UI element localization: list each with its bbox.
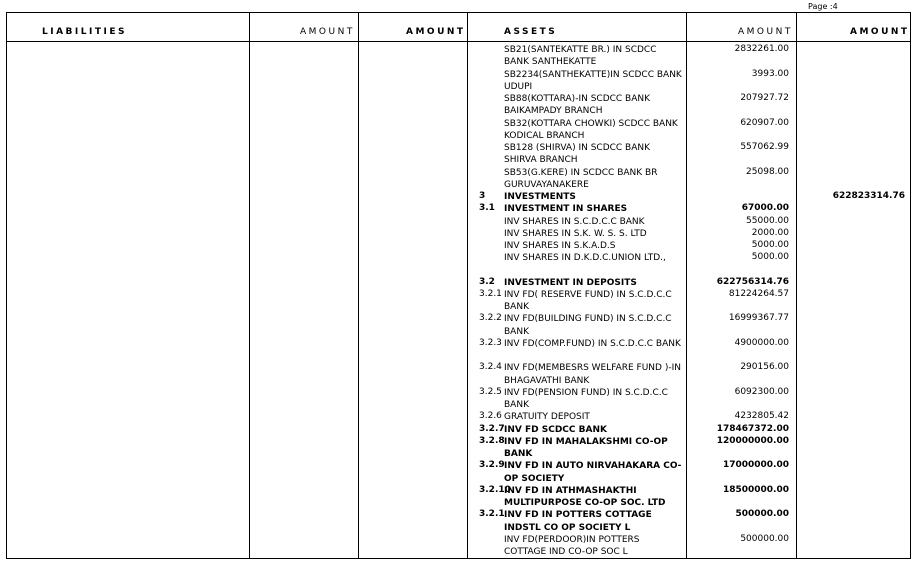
row-code: 3.2.6 (479, 411, 502, 422)
row-code: 3.2.1 (479, 288, 502, 299)
row-code: 3.2.7 (479, 423, 505, 434)
row-code: 3.2.4 (479, 362, 502, 373)
row-description: INV FD(PERDOOR)IN POTTERS COTTAGE IND CO-OP SOC L (504, 534, 640, 557)
header-assets: ASSETS (504, 27, 558, 37)
header-amount-1: AMOUNT (300, 27, 355, 37)
row-description: INV FD IN MAHALAKSHMI CO-OP BANK (504, 436, 668, 460)
row-description: INV FD(MEMBESRS WELFARE FUND )-IN BHAGAVATHI BANK (504, 363, 681, 386)
row-description: INV FD IN POTTERS COTTAGE INDSTL CO OP SOCIETY L (504, 510, 652, 533)
row-code: 3.2 (479, 276, 495, 287)
row-amount: 17000000.00 (722, 460, 789, 471)
row-description: INV FD( RESERVE FUND) IN S.C.D.C.C BANK (504, 289, 672, 313)
row-code: 3 (479, 191, 486, 201)
row-amount: 55000.00 (746, 215, 789, 226)
row-amount: 2832261.00 (734, 44, 789, 54)
row-total: 622823314.76 (832, 191, 905, 201)
row-description: SB32(KOTTARA CHOWKI) SCDCC BANK KODICAL BRANCH (504, 118, 678, 141)
row-description: SB128 (SHIRVA) IN SCDCC BANK SHIRVA BRANCH (504, 143, 651, 166)
row-description: INV SHARES IN D.K.D.C.UNION LTD., (504, 253, 666, 264)
page-number: Page :4 (808, 2, 838, 11)
row-description: SB53(G.KERE) IN SCDCC BANK BR GURUVAYANAKERE (504, 167, 658, 190)
header-amount-3: AMOUNT (738, 27, 793, 37)
row-amount: 25098.00 (746, 166, 789, 177)
row-amount: 16999367.77 (728, 313, 789, 324)
row-description: INV SHARES IN S.K. W. S. S. LTD (504, 228, 647, 239)
row-description: GRATUITY DEPOSIT (504, 412, 590, 423)
row-amount: 3993.00 (751, 68, 789, 79)
row-amount: 4232805.42 (734, 411, 789, 422)
header-amount-4: AMOUNT (850, 27, 910, 37)
row-amount: 2000.00 (751, 227, 789, 238)
row-description: SB2234(SANTHEKATTE)IN SCDCC BANK UDUPI (504, 69, 682, 92)
column-divider (467, 12, 468, 559)
row-amount: 120000000.00 (716, 435, 789, 446)
row-description: INV FD(COMP.FUND) IN S.C.D.C.C BANK (504, 338, 681, 349)
row-amount: 207927.72 (740, 93, 789, 103)
row-amount: 178467372.00 (716, 423, 789, 434)
row-description: INV SHARES IN S.K.A.D.S (504, 241, 616, 251)
row-description: SB88(KOTTARA)-IN SCDCC BANK BAIKAMPADY BRANCH (504, 94, 651, 117)
column-divider (686, 12, 687, 559)
row-description: INVESTMENTS (504, 192, 576, 202)
row-amount: 622756314.76 (716, 276, 789, 287)
header-amount-2: AMOUNT (406, 27, 466, 37)
column-divider (358, 12, 359, 559)
row-description: INV SHARES IN S.C.D.C.C BANK (504, 216, 645, 227)
row-code: 3.2.5 (479, 386, 502, 397)
row-description: INV FD(PENSION FUND) IN S.C.D.C.C BANK (504, 387, 668, 411)
row-description: INVESTMENT IN SHARES (504, 204, 628, 215)
row-description: INV FD IN AUTO NIRVAHAKARA CO-OP SOCIETY (504, 461, 682, 484)
row-code: 3.2.10 (479, 484, 511, 495)
row-code: 3.2.2 (479, 313, 502, 324)
row-description: INV FD(BUILDING FUND) IN S.C.D.C.C BANK (504, 314, 672, 337)
row-amount: 500000.00 (740, 533, 789, 544)
row-code: 3.2.8 (479, 435, 505, 446)
row-amount: 6092300.00 (734, 386, 789, 397)
column-divider (796, 12, 797, 559)
row-amount: 81224264.57 (728, 288, 789, 299)
row-amount: 620907.00 (740, 117, 789, 128)
row-amount: 67000.00 (741, 203, 789, 214)
row-code: 3.2.3 (479, 337, 502, 348)
row-amount: 500000.00 (735, 509, 789, 520)
header-divider (6, 41, 911, 42)
row-code: 3.2.9 (479, 460, 505, 471)
row-amount: 18500000.00 (722, 484, 789, 495)
row-description: INV FD IN ATHMASHAKTHI MULTIPURPOSE CO-OP SOC. LTD (504, 485, 666, 508)
row-amount: 290156.00 (740, 362, 789, 373)
row-amount: 4900000.00 (734, 337, 789, 348)
row-description: SB21(SANTEKATTE BR.) IN SCDCC BANK SANTHEKATTE (504, 45, 657, 68)
row-code: 3.2.1 (479, 509, 505, 520)
row-description: INVESTMENT IN DEPOSITS (504, 277, 637, 288)
row-description: INV FD SCDCC BANK (504, 424, 607, 435)
row-amount: 5000.00 (751, 252, 789, 263)
row-code: 3.1 (479, 203, 495, 214)
row-amount: 557062.99 (740, 142, 789, 152)
row-amount: 5000.00 (751, 240, 789, 250)
header-liabilities: LIABILITIES (42, 27, 127, 37)
column-divider (249, 12, 250, 559)
